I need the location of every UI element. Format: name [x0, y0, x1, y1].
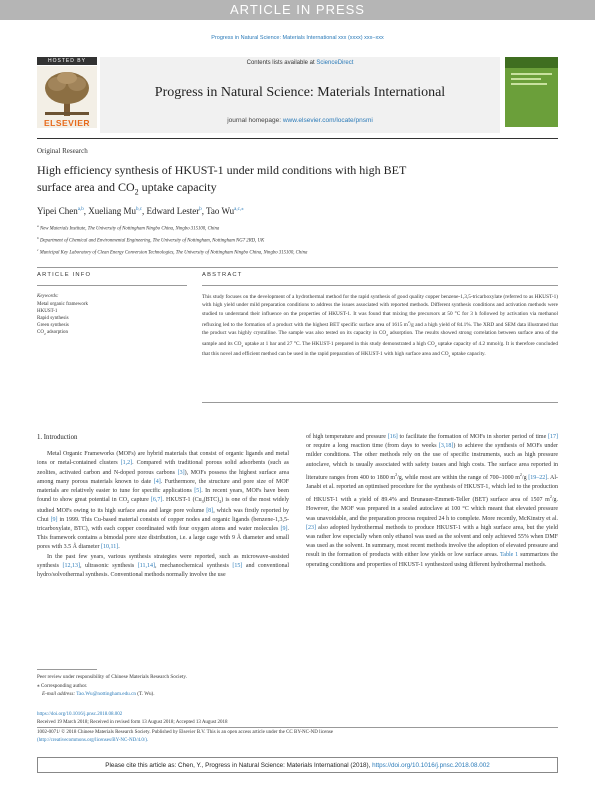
title-line-2-end: uptake capacity — [138, 180, 217, 194]
body-text: . This framework contains a bimodal pore size distribution, i.e. a large cage with 9 Å diameter and small pores with 3.5 Å diameter — [37, 526, 289, 551]
cite-doi-link[interactable]: https://doi.org/10.1016/j.pnsc.2018.08.002 — [372, 762, 490, 769]
body-text: ), MOFs possess the highest surface area among many porous materials known to date — [37, 469, 290, 485]
keyword-text: CO — [37, 330, 44, 335]
paper-title — [37, 162, 537, 200]
title-subscript: 2 — [134, 187, 139, 197]
reference-link[interactable]: [1,2] — [120, 460, 133, 467]
body-subscript: 2 — [127, 499, 130, 505]
intro-paragraph-2-cont — [306, 433, 558, 570]
abstract-label: ABSTRACT — [202, 272, 243, 278]
title-line-1: High efficiency synthesis of HKUST-1 under mild conditions with high BET — [37, 163, 407, 177]
body-text: capture — [129, 497, 151, 504]
body-text: of high temperature and pressure — [306, 434, 388, 440]
please-cite-box — [37, 757, 558, 773]
abstract-text — [202, 293, 558, 361]
reference-link[interactable]: [9] — [280, 526, 288, 533]
author-name[interactable]: Tao Wu — [206, 206, 235, 216]
keywords-list — [37, 301, 187, 338]
info-rule-right — [202, 285, 558, 286]
author-affil-marker[interactable]: b — [199, 207, 202, 212]
received-dates: Received 19 March 2018; Received in revised form 13 August 2018; Accepted 13 August 2018 — [37, 720, 228, 725]
cite-prefix: Please cite this article as: Chen, Y., Progress in Natural Science: Materials International (2018), — [105, 762, 371, 769]
footnote-rule — [37, 669, 97, 670]
body-text: In the past few years, various synthesis strategies were reported, such as microwave-assisted synthesis — [37, 553, 289, 569]
title-line-2-text: surface area and CO — [37, 180, 135, 194]
contents-prefix: Contents lists available at — [246, 60, 315, 66]
cover-title-line — [511, 78, 541, 80]
author-affil-marker[interactable]: a,b — [77, 207, 84, 212]
body-text: . Al-Janabi et al. reported an optimised procedure for the synthesis of HKUST-1, which led to the production of HKUST-1 with a yield of 89.4% and Brunauer-Emmett-Teller (BET) surface area of 1507 m — [306, 474, 558, 504]
contents-available-line — [100, 60, 500, 66]
abstract-rule-bottom — [202, 402, 558, 403]
affiliation-item — [37, 246, 557, 258]
reference-link[interactable]: [17] — [548, 434, 558, 440]
author-affil-marker[interactable]: b,c — [135, 207, 142, 212]
affiliation-text: New Materials Institute, The University of Nottingham Ningbo China, Ningbo 315100, China — [39, 226, 220, 232]
abstract-part: uptake capacity of 4.2 mmol/g. It is therefore concluded that this novel and efficient method can be used in the rapid preparation of HKUST-1 with high surface area and CO — [202, 340, 558, 358]
intro-paragraph-2 — [37, 553, 289, 581]
peer-review-note: Peer review under responsibility of Chinese Materials Research Society. — [37, 674, 187, 680]
cover-header-band — [505, 57, 558, 68]
body-text: /g. However, the MOF was prepared in a sealed autoclave at 100 °C which meant that elevated pressure was unavoidable, and the preparation process required 24 h to complete. More recently, McKinstry et al. — [306, 497, 558, 522]
body-text: (BTC) — [203, 497, 220, 504]
body-text: /g, while most are within the range of 700–1000 m — [397, 474, 520, 481]
reference-link[interactable]: [11,14] — [137, 562, 155, 569]
reference-link[interactable]: [23] — [306, 524, 316, 531]
keywords-label: Keywords: — [37, 294, 59, 299]
body-text: also adopted hydrothermal methods to produce HKUST-1 with a high surface area, but the yield was rather low especially when only ethanol was used as the solvent and only achieved 55% when DMF was used as the solvent. In summary, most recent methods involve the adoption of elevated pressure and result in the formation of products with either low yields or low surface areas. — [306, 524, 558, 559]
keyword-item: Green synthesis — [37, 323, 69, 328]
body-text: and conventional hydro/solvothermal synthesis. Conventional methods normally involve the use — [37, 562, 289, 579]
affiliation-marker: b — [37, 236, 39, 241]
reference-link[interactable]: [6,7] — [150, 497, 163, 504]
abstract-sup: 2 — [407, 320, 410, 325]
title-line-2 — [37, 179, 537, 200]
affiliation-marker: c — [37, 248, 39, 253]
reference-link[interactable]: [3,18] — [438, 443, 454, 450]
keyword-item: Metal organic framework — [37, 302, 88, 307]
hosted-by-label: HOSTED BY — [37, 57, 97, 65]
article-info-label: ARTICLE INFO — [37, 272, 92, 278]
body-subscript: 3 — [201, 499, 204, 505]
cover-title-line — [511, 73, 552, 75]
abstract-sub: 2 — [434, 343, 437, 348]
abstract-part: This study focuses on the development of a hydrothermal method for the rapid synthesis of good quality copper benzene-1,3,5-tricarboxylate (referred to as HKUST-1) with high yield under mild preparation conditions to address the issues associated with reported methods. Different synthesis conditions and activation methods were studied to understand their influence on the properties of HKUST-1. It was found that mixing the precursors at 50 °C for 3 h followed by activation via methanol refluxing led to the formation of a product with the highest BET specific surface area of 1615 m — [202, 294, 558, 328]
body-superscript: 2 — [395, 471, 398, 477]
license-link[interactable]: (http://creativecommons.org/licenses/BY-NC-ND/4.0/). — [37, 738, 149, 743]
body-text: to facilitate the formation of MOFs in shorter period of time — [397, 434, 548, 440]
body-text: . In recent years, MOFs have been found to show great potential in CO — [37, 488, 289, 504]
keyword-item — [37, 329, 187, 338]
article-in-press-banner: ARTICLE IN PRESS — [0, 0, 595, 20]
email-link[interactable]: Tao.Wu@nottingham.edu.cn — [76, 691, 136, 697]
email-suffix: (T. Wu). — [137, 691, 155, 697]
table-1-link[interactable]: Table 1 — [500, 552, 519, 559]
doi-line — [37, 711, 557, 719]
cover-title-line — [511, 83, 547, 85]
license-line-1: 1002-0071/ © 2018 Chinese Materials Research Society. Published by Elsevier B.V. This is an open access article under the CC BY-NC-ND license — [37, 730, 334, 735]
author-list — [37, 206, 244, 216]
keyword-text-end: adsorption — [45, 330, 69, 335]
info-rule-top — [37, 267, 558, 268]
affiliation-item — [37, 234, 557, 246]
body-text: ) to achieve the synthesis of MOFs under milder conditions. The other methods rely on the use of specific instruments, such as high pressure autoclave, which is usually associated with safety issues and high costs. The surface area reported in literature ranges from 400 to 1800 m — [306, 443, 558, 481]
body-superscript: 2 — [549, 494, 552, 500]
journal-citation-link[interactable]: Progress in Natural Science: Materials International xxx (xxxx) xxx–xxx — [211, 35, 384, 41]
section-heading-introduction: 1. Introduction — [37, 434, 78, 441]
affiliation-item — [37, 222, 557, 234]
body-text: /g — [521, 474, 529, 481]
intro-paragraph-1 — [37, 450, 289, 552]
doi-link[interactable]: https://doi.org/10.1016/j.pnsc.2018.08.002 — [37, 712, 123, 717]
affiliations — [37, 222, 557, 258]
reference-link[interactable]: [5] — [194, 488, 202, 495]
body-text: . — [118, 544, 120, 551]
abstract-part: adsorption. The results showed strong correlation between surface area of the sample and its CO — [202, 330, 558, 347]
reference-link[interactable]: [4] — [153, 478, 161, 485]
journal-homepage-link[interactable]: www.elsevier.com/locate/pnsmi — [282, 117, 373, 124]
reference-link[interactable]: [19–22] — [528, 474, 548, 481]
reference-link[interactable]: [12,13] — [62, 562, 81, 569]
journal-title: Progress in Natural Science: Materials International — [154, 85, 446, 100]
body-text: , ultrasonic synthesis — [80, 562, 138, 569]
corresponding-mark: ⁎ — [37, 683, 40, 689]
body-text: , which was firstly reported by Chui — [37, 507, 289, 523]
corresponding-text: Corresponding author. — [40, 683, 88, 689]
homepage-prefix: journal homepage: — [227, 117, 282, 124]
corresponding-author-note — [37, 682, 337, 690]
reference-link[interactable]: [16] — [387, 434, 398, 440]
abstract-sub: 2 — [386, 333, 388, 338]
body-superscript: 2 — [519, 471, 522, 477]
reference-link[interactable]: [10,11] — [100, 544, 119, 551]
author-separator: , — [141, 206, 147, 216]
body-text: in 1999. This Cu-based material consists of copper nodes and organic ligands (benzene-1,3,5-tricarboxylate, BTC), with each copper coordinated with four oxygen atoms and water molecules — [37, 516, 290, 533]
author-name[interactable]: Yipei Chen — [37, 206, 78, 216]
affiliation-text: Department of Chemical and Environmental Engineering, The University of Nottingham, Nottingham NG7 2RD, UK — [39, 238, 265, 244]
abstract-part: /g and a high yield of 84.1%. The XRD and SEM data illustrated that the product was highly crystalline. The sample was also tested on its capacity in CO — [202, 321, 558, 337]
body-text: . HKUST-1 (Cu — [162, 497, 202, 504]
license-rule — [37, 727, 558, 728]
body-text: Metal Organic Frameworks (MOFs) are hybrid materials that consist of organic ligands and metal ions or metal-contained clusters — [37, 451, 289, 467]
keyword-item: HKUST-1 — [37, 309, 58, 314]
abstract-part: uptake at 1 bar and 27 °C. The HKUST-1 prepared in this study demonstrated a high CO — [243, 340, 435, 347]
info-rule-left — [37, 285, 187, 286]
reference-link[interactable]: [15] — [232, 562, 243, 569]
body-text: ) is one of the most widely studied MOFs owing to its high surface area and large pore volume — [37, 497, 289, 514]
author-separator: , — [83, 206, 89, 216]
keyword-item: Rapid synthesis — [37, 316, 69, 321]
license-line-2 — [37, 737, 557, 745]
author-name[interactable]: Xueliang Mu — [88, 206, 136, 216]
header-rule — [37, 138, 558, 139]
body-text: . Compared with traditional porous solid adsorbents (such as zeolites, activated carbon and N-doped porous carbons — [37, 460, 289, 476]
body-left-column — [37, 433, 289, 580]
abstract-part: uptake capacity. — [450, 351, 486, 358]
journal-homepage-line — [100, 117, 500, 124]
body-text: , mechanochemical synthesis — [154, 562, 233, 569]
reference-link[interactable]: [9] — [50, 516, 58, 523]
body-subscript: 2 — [219, 499, 222, 505]
author-name[interactable]: Edward Lester — [146, 206, 200, 216]
elsevier-wordmark: ELSEVIER — [43, 118, 91, 128]
author-separator: , — [201, 206, 207, 216]
author-affil-marker[interactable]: a,c,⁎ — [234, 207, 244, 212]
reference-link[interactable]: [3] — [177, 469, 185, 476]
abstract-sub: 2 — [448, 354, 451, 359]
abstract-sub: 2 — [241, 343, 244, 348]
affiliation-marker: a — [37, 224, 39, 228]
affiliation-text: Municipal Key Laboratory of Clean Energy Conversion Technologies, The University of Nottingham Ningbo China, Ningbo 315100, China — [39, 250, 308, 256]
email-label: E-mail address: — [42, 691, 76, 697]
body-text: or require a long reaction time (from days to weeks — [306, 443, 439, 450]
reference-link[interactable]: [8] — [206, 507, 214, 514]
keyword-subscript: 2 — [43, 332, 46, 336]
article-type: Original Research — [37, 147, 88, 155]
journal-cover-thumbnail[interactable] — [505, 57, 558, 127]
email-note — [42, 690, 342, 698]
body-right-column — [306, 433, 558, 570]
sciencedirect-link[interactable]: ScienceDirect — [316, 60, 354, 66]
body-text: summarizes the operating conditions and properties of HKUST-1 synthesized using different hydrothermal methods. — [306, 552, 558, 568]
body-text: . Furthermore, the structure and pore size of MOF materials are relatively easier to tune for specific applications — [37, 478, 289, 495]
